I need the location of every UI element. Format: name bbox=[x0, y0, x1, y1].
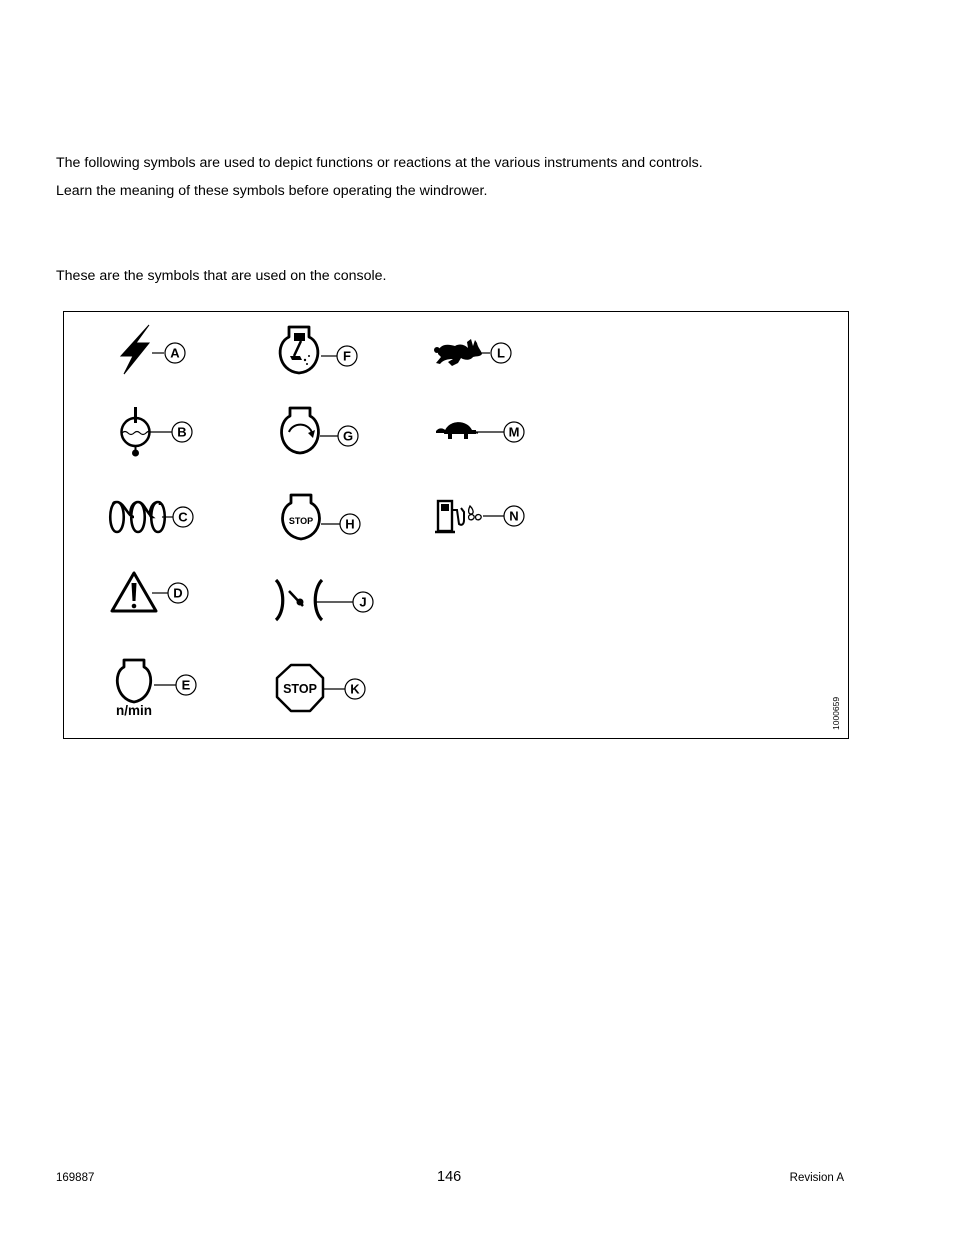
fuel-water-separator-icon bbox=[435, 501, 481, 532]
engine-stop-caption: STOP bbox=[288, 516, 314, 526]
callout-c bbox=[162, 507, 193, 527]
intro-paragraph: The following symbols are used to depict functions or reactions at the various instruments and controls. bbox=[56, 155, 703, 171]
stop-sign-icon bbox=[277, 665, 323, 711]
label-m: M bbox=[508, 424, 520, 440]
callout-h bbox=[321, 514, 360, 534]
label-n: N bbox=[509, 508, 519, 524]
engine-speed-caption: n/min bbox=[116, 703, 152, 718]
label-j: J bbox=[359, 594, 367, 610]
stop-sign-caption: STOP bbox=[283, 682, 317, 696]
learn-symbols-paragraph: Learn the meaning of these symbols before operating the windrower. bbox=[56, 183, 488, 199]
label-d: D bbox=[173, 585, 183, 601]
engine-oil-pressure-icon bbox=[280, 327, 318, 373]
engine-rotation-icon bbox=[282, 408, 319, 453]
label-g: G bbox=[342, 428, 354, 444]
callout-g bbox=[320, 426, 358, 446]
label-b: B bbox=[177, 424, 187, 440]
callout-k bbox=[323, 679, 365, 699]
label-l: L bbox=[497, 345, 505, 361]
label-f: F bbox=[343, 348, 351, 364]
coolant-temperature-icon bbox=[122, 407, 151, 457]
label-c: C bbox=[178, 509, 188, 525]
lightning-bolt-icon bbox=[121, 325, 149, 374]
label-h: H bbox=[345, 516, 355, 532]
warning-triangle-icon bbox=[112, 573, 156, 611]
label-a: A bbox=[170, 345, 180, 361]
callout-b bbox=[150, 422, 192, 442]
console-symbols-figure bbox=[63, 311, 849, 739]
callout-j bbox=[316, 592, 373, 612]
page-number: 146 bbox=[437, 1169, 462, 1185]
figure-id: 1000659 bbox=[831, 696, 841, 730]
callout-e bbox=[154, 675, 196, 695]
turtle-slow-icon bbox=[436, 422, 478, 439]
air-filter-restriction-icon bbox=[276, 580, 322, 620]
rabbit-fast-icon bbox=[434, 339, 482, 366]
callout-d bbox=[152, 583, 188, 603]
engine-stop-icon bbox=[283, 495, 320, 539]
callout-n bbox=[483, 506, 524, 526]
callout-m bbox=[476, 422, 524, 442]
label-e: E bbox=[181, 677, 191, 693]
callout-l bbox=[480, 343, 511, 363]
revision-label: Revision A bbox=[789, 1172, 844, 1184]
glow-plug-icon bbox=[110, 502, 165, 532]
callout-f bbox=[321, 346, 357, 366]
console-symbols-paragraph: These are the symbols that are used on the console. bbox=[56, 268, 387, 284]
label-k: K bbox=[350, 681, 360, 697]
callout-a bbox=[152, 343, 185, 363]
document-number: 169887 bbox=[56, 1172, 95, 1184]
engine-speed-icon bbox=[116, 660, 152, 718]
